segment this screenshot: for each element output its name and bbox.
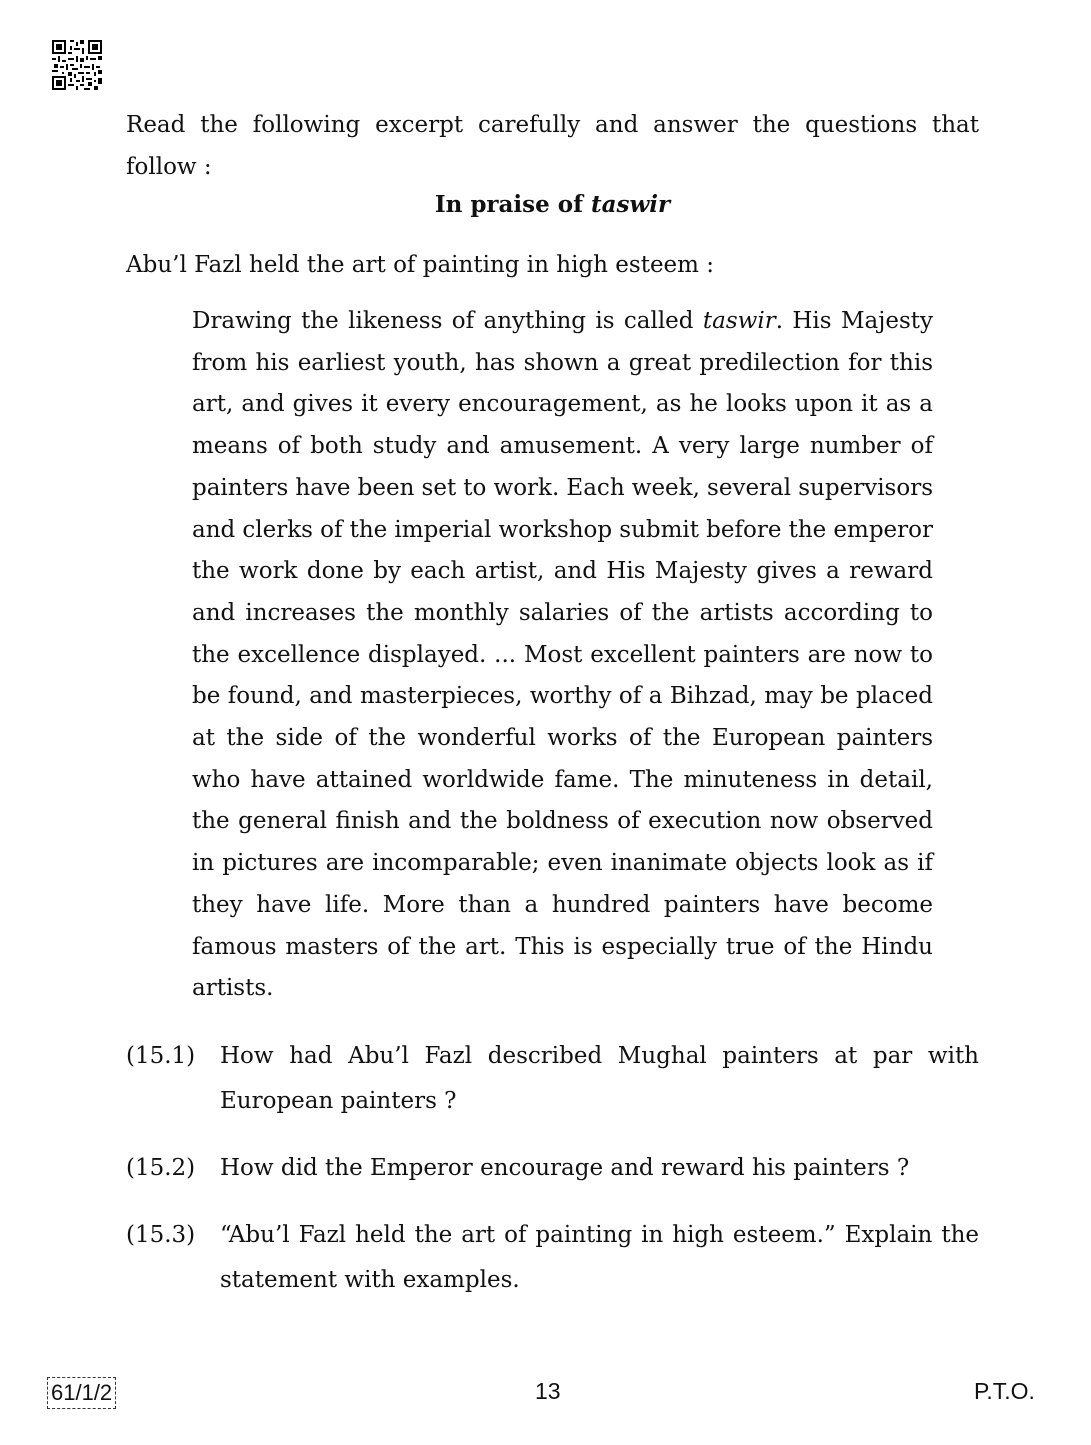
excerpt-passage-italic: taswir [702, 308, 776, 334]
excerpt-passage-part1: Drawing the likeness of anything is called [192, 308, 703, 334]
qr-code-icon [52, 40, 102, 90]
excerpt-heading-prefix: In praise of [434, 191, 592, 218]
question-text: How had Abu’l Fazl described Mughal painters at par with European painters ? [220, 1043, 979, 1114]
excerpt-heading [126, 186, 979, 224]
pto-label: P.T.O. [974, 1378, 1035, 1404]
question-number: (15.2) [126, 1155, 196, 1181]
excerpt-lead-line: Abu’l Fazl held the art of painting in high esteem : [126, 252, 715, 278]
question-text: How did the Emperor encourage and reward his painters ? [220, 1155, 910, 1181]
question-text: “Abu’l Fazl held the art of painting in high esteem.” Explain the statement with examples. [220, 1222, 979, 1293]
instruction-text: Read the following excerpt carefully and answer the questions that follow : [126, 112, 979, 180]
excerpt-passage [192, 301, 933, 1010]
question-item [126, 1034, 979, 1124]
question-number: (15.1) [126, 1043, 196, 1069]
excerpt-heading-italic: taswir [591, 191, 671, 218]
question-item [126, 1213, 979, 1303]
excerpt-passage-part2: . His Majesty from his earliest youth, has shown a great predilection for this art, and gives it every encouragement, as he looks upon it as a means of both study and amusement. A very large number of painters have been set to work. Each week, several supervisors and clerks of the imperial workshop submit before the emperor the work done by each artist, and His Majesty gives a reward and increases the monthly salaries of the artists according to the excellence displayed. ... Most excellent painters are now to be found, and masterpieces, worthy of a Bihzad, may be placed at the side of the wonderful works of the European painters who have attained worldwide fame. The minuteness in detail, the general finish and the boldness of execution now observed in pictures are incomparable; even inanimate objects look as if they have life. More than a hundred painters have become famous masters of the art. This is especially true of the Hindu artists. [192, 308, 933, 1002]
question-number: (15.3) [126, 1222, 196, 1248]
paper-code: 61/1/2 [47, 1377, 116, 1409]
question-item [126, 1146, 979, 1191]
page-number: 13 [535, 1378, 561, 1404]
